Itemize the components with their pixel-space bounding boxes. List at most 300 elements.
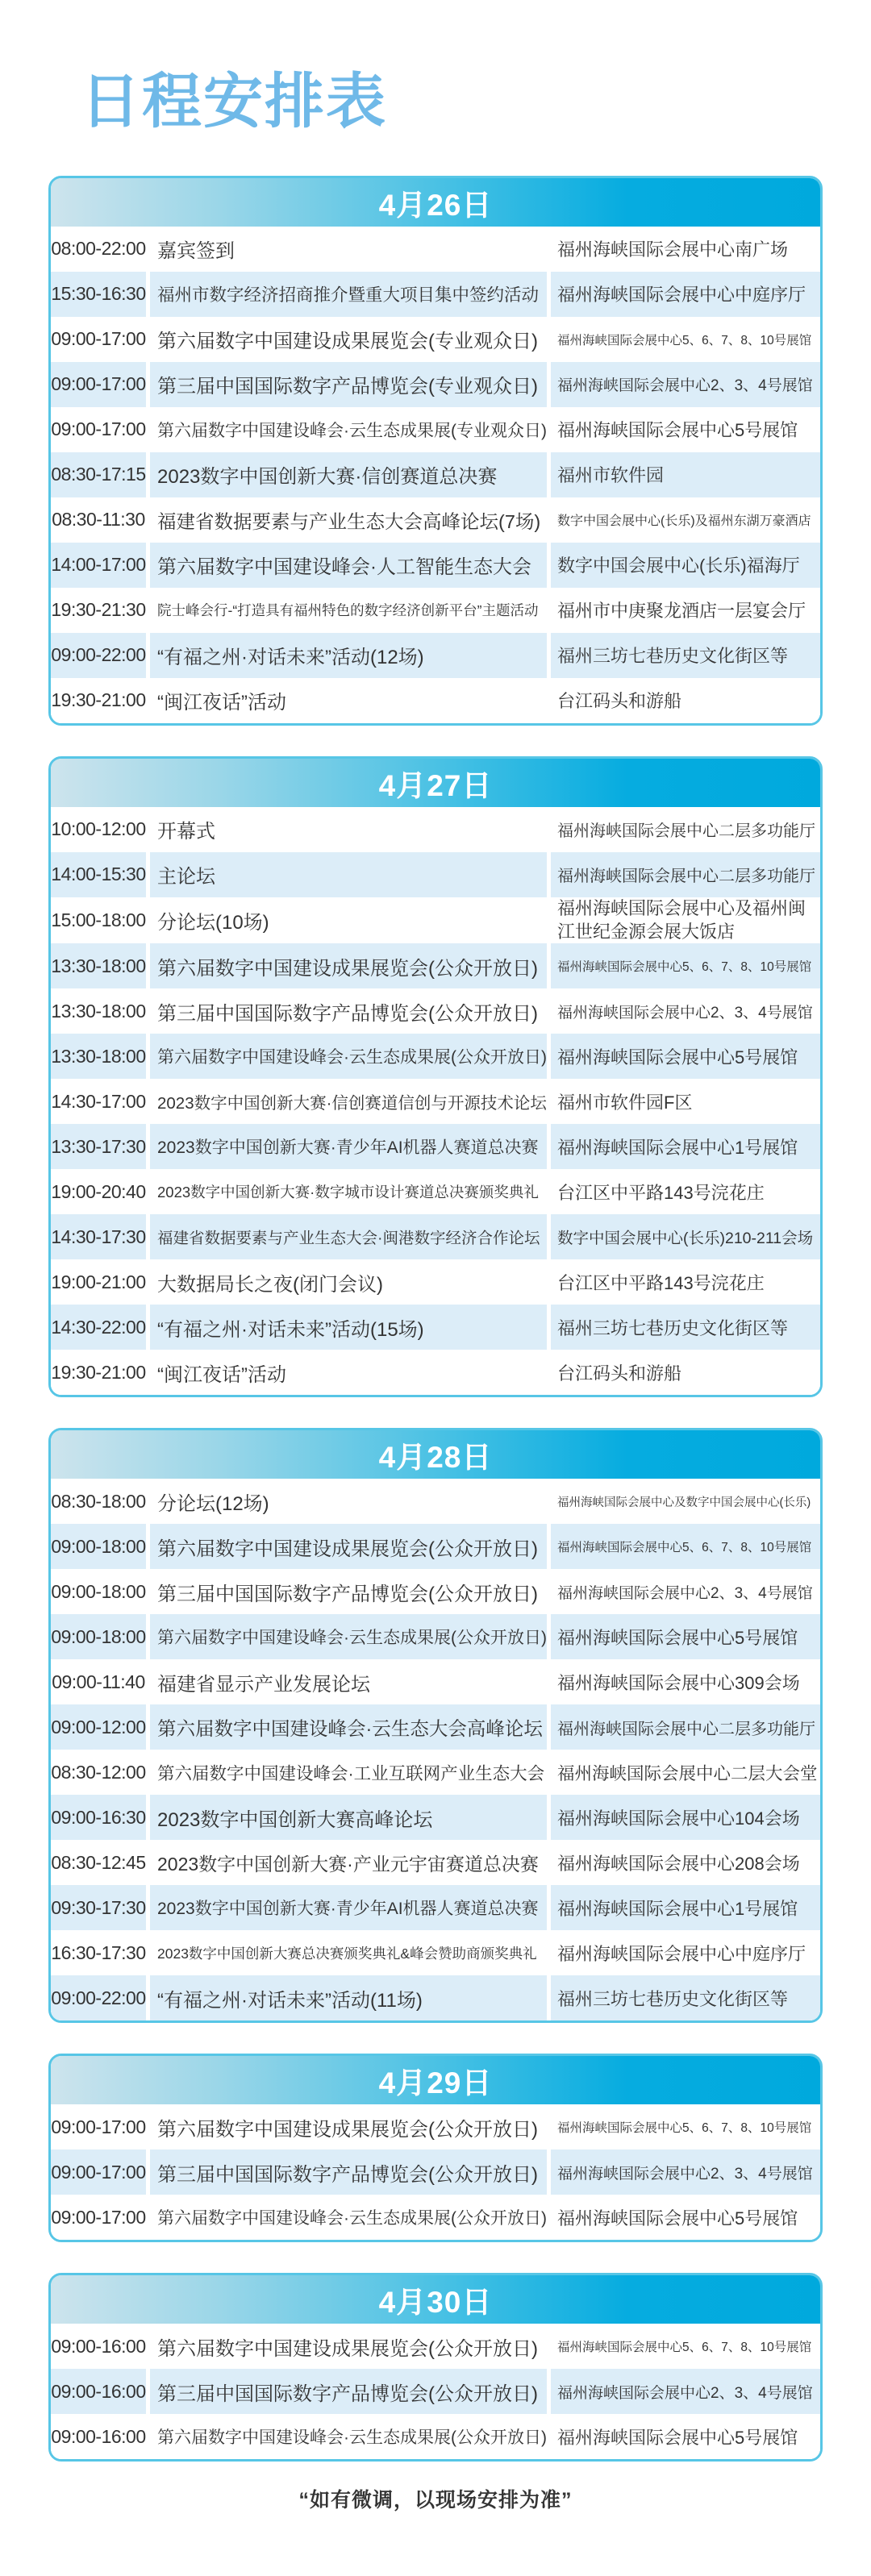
- event-cell: [150, 1305, 547, 1350]
- location-cell-text: 福州三坊七巷历史文化街区等: [557, 1317, 789, 1338]
- time-cell: [51, 317, 146, 362]
- location-cell: [551, 1975, 820, 2020]
- location-cell-text: 福州海峡国际会展中心2、3、4号展馆: [557, 377, 813, 395]
- event-cell-text: 大数据局长之夜(闭门会议): [157, 1273, 383, 1296]
- event-cell: [150, 943, 547, 988]
- time-cell: [51, 272, 146, 317]
- schedule-card: [48, 2054, 823, 2242]
- event-cell: [150, 1079, 547, 1124]
- time-cell: [51, 2149, 146, 2195]
- event-cell-text: 分论坛(10场): [157, 912, 269, 934]
- page-title: 日程安排表: [81, 68, 387, 135]
- time-cell: [51, 227, 146, 272]
- event-cell-text: 2023数字中国创新大赛·数字城市设计赛道总决赛颁奖典礼: [157, 1184, 539, 1201]
- event-cell-text: 第六届数字中国建设峰会·云生态成果展(公众开放日): [157, 2428, 547, 2448]
- location-cell-text: 台江区中平路143号浣花庄: [557, 1272, 765, 1293]
- location-cell: [551, 1704, 820, 1750]
- event-cell-text: 第六届数字中国建设峰会·云生态成果展(公众开放日): [157, 1048, 547, 1067]
- event-cell-text: 第三届中国国际数字产品博览会(公众开放日): [157, 2163, 538, 2186]
- time-cell-text: 08:30-18:00: [51, 1490, 146, 1512]
- event-cell: [150, 2149, 547, 2195]
- time-cell: [51, 1795, 146, 1840]
- location-cell-text: 福州海峡国际会展中心5号展馆: [557, 2208, 798, 2229]
- location-cell: [551, 988, 820, 1034]
- time-cell: [51, 1259, 146, 1305]
- time-cell-text: 08:30-17:15: [51, 464, 146, 485]
- location-cell: [551, 1079, 820, 1124]
- location-cell: [551, 1524, 820, 1569]
- event-cell: [150, 897, 547, 943]
- time-cell: [51, 1305, 146, 1350]
- time-cell: [51, 1034, 146, 1079]
- schedule-row: [51, 943, 820, 988]
- date-header: 4月27日: [51, 759, 820, 807]
- location-cell-text: 福州海峡国际会展中心5、6、7、8、10号展馆: [557, 960, 812, 975]
- event-cell: [150, 852, 547, 897]
- schedule-row: [51, 2369, 820, 2414]
- event-cell-text: 第三届中国国际数字产品博览会(公众开放日): [157, 2382, 538, 2405]
- rows: [51, 2104, 820, 2240]
- event-cell-text: “闽江夜话”活动: [157, 1363, 286, 1386]
- event-cell-text: 第六届数字中国建设峰会·云生态成果展(公众开放日): [157, 2209, 547, 2229]
- location-cell: [551, 407, 820, 452]
- time-cell-text: 19:00-21:00: [51, 1271, 146, 1292]
- schedule-row: [51, 1259, 820, 1305]
- event-cell: [150, 678, 547, 723]
- location-cell-text: 福州海峡国际会展中心5、6、7、8、10号展馆: [557, 2121, 812, 2136]
- schedule-row: [51, 633, 820, 678]
- time-cell-text: 13:30-17:30: [51, 1135, 146, 1157]
- time-cell: [51, 1885, 146, 1930]
- time-cell: [51, 852, 146, 897]
- time-cell-text: 09:00-17:00: [51, 328, 146, 350]
- time-cell: [51, 452, 146, 497]
- schedule-cards: [0, 176, 871, 2462]
- location-cell: [551, 633, 820, 678]
- time-cell: [51, 1704, 146, 1750]
- location-cell-text: 福州海峡国际会展中心1号展馆: [557, 1898, 798, 1919]
- location-cell-text: 福州三坊七巷历史文化街区等: [557, 646, 789, 667]
- time-cell-text: 19:30-21:00: [51, 1361, 146, 1383]
- event-cell: [150, 1659, 547, 1704]
- time-cell: [51, 2195, 146, 2240]
- location-cell: [551, 543, 820, 588]
- rows: [51, 1479, 820, 2020]
- time-cell-text: 09:00-12:00: [51, 1716, 146, 1737]
- time-cell-text: 14:00-15:30: [51, 864, 146, 885]
- event-cell: [150, 1350, 547, 1395]
- event-cell: [150, 362, 547, 407]
- time-cell: [51, 1840, 146, 1885]
- event-cell: [150, 452, 547, 497]
- location-cell-text: 福州海峡国际会展中心104会场: [557, 1808, 800, 1829]
- time-cell: [51, 1350, 146, 1395]
- location-cell-text: 福州海峡国际会展中心5、6、7、8、10号展馆: [557, 2341, 812, 2355]
- schedule-card: [48, 2273, 823, 2462]
- time-cell: [51, 1569, 146, 1614]
- event-cell-text: “有福之州·对话未来”活动(11场): [157, 1989, 423, 2012]
- event-cell: [150, 2324, 547, 2369]
- time-cell-text: 09:00-17:00: [51, 418, 146, 440]
- time-cell-text: 08:30-12:45: [51, 1851, 146, 1873]
- schedule-card: [48, 1428, 823, 2023]
- event-cell: [150, 1840, 547, 1885]
- schedule-row: [51, 588, 820, 633]
- location-cell: [551, 1569, 820, 1614]
- event-cell-text: 福建省数据要素与产业生态大会高峰论坛(7场): [157, 510, 541, 532]
- time-cell-text: 10:00-12:00: [51, 818, 146, 840]
- time-cell-text: 14:00-17:00: [51, 554, 146, 576]
- event-cell-text: “有福之州·对话未来”活动(15场): [157, 1318, 424, 1341]
- time-cell: [51, 588, 146, 633]
- schedule-row: [51, 497, 820, 543]
- event-cell: [150, 1614, 547, 1659]
- schedule-row: [51, 1479, 820, 1524]
- schedule-row: [51, 807, 820, 852]
- location-cell-text: 福州三坊七巷历史文化街区等: [557, 1988, 789, 2009]
- rows: [51, 2324, 820, 2459]
- time-cell-text: 09:00-18:00: [51, 1535, 146, 1557]
- location-cell: [551, 1259, 820, 1305]
- time-cell-text: 14:30-17:30: [51, 1226, 146, 1247]
- location-cell-text: 数字中国会展中心(长乐)福海厅: [557, 556, 800, 576]
- time-cell: [51, 2324, 146, 2369]
- schedule-row: [51, 1704, 820, 1750]
- event-cell-text: 2023数字中国创新大赛·信创赛道总决赛: [157, 466, 498, 489]
- location-cell: [551, 317, 820, 362]
- time-cell-text: 19:30-21:00: [51, 689, 146, 711]
- rows: [51, 227, 820, 723]
- location-cell-text: 福州海峡国际会展中心二层大会堂: [557, 1763, 818, 1783]
- event-cell-text: 第六届数字中国建设峰会·人工智能生态大会: [157, 556, 531, 579]
- event-cell: [150, 2414, 547, 2459]
- event-cell-text: 第六届数字中国建设成果展览会(公众开放日): [157, 2118, 538, 2141]
- location-cell: [551, 1614, 820, 1659]
- time-cell-text: 09:00-16:00: [51, 2425, 146, 2447]
- event-cell-text: 2023数字中国创新大赛·青少年AI机器人赛道总决赛: [157, 1900, 539, 1919]
- location-cell: [551, 807, 820, 852]
- time-cell-text: 09:00-17:00: [51, 2161, 146, 2183]
- schedule-row: [51, 2195, 820, 2240]
- location-cell: [551, 1350, 820, 1395]
- location-cell: [551, 497, 820, 543]
- event-cell: [150, 1975, 547, 2020]
- location-cell: [551, 362, 820, 407]
- time-cell-text: 09:00-16:00: [51, 2335, 146, 2357]
- time-cell-text: 09:00-17:00: [51, 373, 146, 395]
- location-cell-text: 福州海峡国际会展中心5、6、7、8、10号展馆: [557, 1541, 812, 1555]
- event-cell: [150, 1479, 547, 1524]
- event-cell: [150, 407, 547, 452]
- event-cell: [150, 633, 547, 678]
- location-cell: [551, 1885, 820, 1930]
- date-header: 4月29日: [51, 2056, 820, 2104]
- location-cell-text: 福州海峡国际会展中心2、3、4号展馆: [557, 2384, 813, 2402]
- schedule-row: [51, 2149, 820, 2195]
- time-cell-text: 13:30-18:00: [51, 1045, 146, 1067]
- location-cell: [551, 2324, 820, 2369]
- event-cell-text: “有福之州·对话未来”活动(12场): [157, 647, 424, 669]
- location-cell-text: 福州海峡国际会展中心及福州闽江世纪金源会展大饭店: [557, 897, 806, 942]
- time-cell-text: 14:30-17:00: [51, 1090, 146, 1112]
- time-cell: [51, 1659, 146, 1704]
- date-header: 4月28日: [51, 1430, 820, 1479]
- location-cell: [551, 227, 820, 272]
- event-cell: [150, 1034, 547, 1079]
- event-cell: [150, 272, 547, 317]
- schedule-row: [51, 452, 820, 497]
- schedule-row: [51, 852, 820, 897]
- time-cell: [51, 678, 146, 723]
- time-cell: [51, 988, 146, 1034]
- time-cell: [51, 497, 146, 543]
- schedule-row: [51, 1305, 820, 1350]
- schedule-row: [51, 1524, 820, 1569]
- event-cell-text: 福州市数字经济招商推介暨重大项目集中签约活动: [157, 285, 540, 306]
- time-cell: [51, 1524, 146, 1569]
- event-cell: [150, 227, 547, 272]
- schedule-row: [51, 1975, 820, 2020]
- time-cell: [51, 943, 146, 988]
- schedule-row: [51, 1930, 820, 1975]
- event-cell-text: 2023数字中国创新大赛高峰论坛: [157, 1808, 433, 1831]
- schedule-row: [51, 272, 820, 317]
- schedule-row: [51, 1124, 820, 1169]
- location-cell-text: 福州海峡国际会展中心2、3、4号展馆: [557, 1004, 813, 1022]
- time-cell-text: 09:00-18:00: [51, 1625, 146, 1647]
- schedule-card: [48, 756, 823, 1397]
- location-cell-text: 福州海峡国际会展中心二层多功能厅: [557, 822, 815, 841]
- event-cell: [150, 2369, 547, 2414]
- time-cell: [51, 1750, 146, 1795]
- event-cell: [150, 1524, 547, 1569]
- location-cell-text: 福州海峡国际会展中心5号展馆: [557, 1047, 798, 1067]
- location-cell: [551, 1750, 820, 1795]
- event-cell-text: 分论坛(12场): [157, 1492, 269, 1515]
- time-cell-text: 13:30-18:00: [51, 1000, 146, 1022]
- schedule-row: [51, 227, 820, 272]
- event-cell-text: 第六届数字中国建设成果展览会(公众开放日): [157, 957, 538, 980]
- schedule-card: [48, 176, 823, 726]
- event-cell: [150, 1750, 547, 1795]
- location-cell: [551, 678, 820, 723]
- location-cell: [551, 1659, 820, 1704]
- time-cell-text: 09:00-16:00: [51, 2380, 146, 2402]
- event-cell-text: 2023数字中国创新大赛总决赛颁奖典礼&峰会赞助商颁奖典礼: [157, 1945, 537, 1962]
- event-cell: [150, 988, 547, 1034]
- time-cell: [51, 807, 146, 852]
- location-cell: [551, 943, 820, 988]
- location-cell-text: 台江区中平路143号浣花庄: [557, 1182, 765, 1203]
- event-cell: [150, 2104, 547, 2149]
- location-cell: [551, 2149, 820, 2195]
- time-cell: [51, 2369, 146, 2414]
- location-cell: [551, 1930, 820, 1975]
- event-cell-text: 第六届数字中国建设成果展览会(专业观众日): [157, 331, 538, 353]
- schedule-row: [51, 317, 820, 362]
- location-cell: [551, 2414, 820, 2459]
- location-cell: [551, 1124, 820, 1169]
- location-cell: [551, 1305, 820, 1350]
- event-cell: [150, 807, 547, 852]
- time-cell-text: 09:00-22:00: [51, 644, 146, 666]
- schedule-row: [51, 407, 820, 452]
- time-cell: [51, 407, 146, 452]
- event-cell: [150, 1795, 547, 1840]
- event-cell-text: 嘉宾签到: [157, 240, 235, 263]
- time-cell-text: 13:30-18:00: [51, 955, 146, 976]
- location-cell-text: 福州市中庚聚龙酒店一层宴会厅: [557, 601, 806, 622]
- time-cell-text: 09:00-16:30: [51, 1806, 146, 1828]
- schedule-row: [51, 1659, 820, 1704]
- rows: [51, 807, 820, 1395]
- time-cell-text: 09:30-17:30: [51, 1896, 146, 1918]
- location-cell-text: 福州海峡国际会展中心2、3、4号展馆: [557, 1584, 813, 1602]
- event-cell-text: 2023数字中国创新大赛·产业元宇宙赛道总决赛: [157, 1853, 539, 1875]
- location-cell: [551, 1169, 820, 1214]
- time-cell-text: 08:00-22:00: [51, 238, 146, 260]
- schedule-row: [51, 1750, 820, 1795]
- location-cell: [551, 1034, 820, 1079]
- time-cell: [51, 633, 146, 678]
- time-cell: [51, 1614, 146, 1659]
- event-cell: [150, 1169, 547, 1214]
- event-cell-text: 福建省数据要素与产业生态大会·闽港数字经济合作论坛: [157, 1230, 540, 1248]
- event-cell: [150, 1124, 547, 1169]
- event-cell-text: 第六届数字中国建设峰会·云生态大会高峰论坛: [157, 1718, 543, 1740]
- schedule-row: [51, 2414, 820, 2459]
- time-cell-text: 09:00-17:00: [51, 2206, 146, 2228]
- event-cell-text: 2023数字中国创新大赛·信创赛道信创与开源技术论坛: [157, 1094, 547, 1113]
- location-cell: [551, 1840, 820, 1885]
- event-cell: [150, 1930, 547, 1975]
- schedule-row: [51, 897, 820, 943]
- time-cell: [51, 1124, 146, 1169]
- time-cell: [51, 2414, 146, 2459]
- event-cell-text: 第六届数字中国建设成果展览会(公众开放日): [157, 1538, 538, 1560]
- location-cell: [551, 1214, 820, 1259]
- event-cell-text: 第六届数字中国建设峰会·云生态成果展(专业观众日): [157, 421, 547, 440]
- schedule-row: [51, 1614, 820, 1659]
- event-cell-text: 第三届中国国际数字产品博览会(公众开放日): [157, 1583, 538, 1605]
- time-cell-text: 09:00-17:00: [51, 2116, 146, 2137]
- time-cell-text: 15:00-18:00: [51, 909, 146, 930]
- event-cell: [150, 1214, 547, 1259]
- event-cell-text: 开幕式: [157, 821, 215, 843]
- location-cell: [551, 452, 820, 497]
- event-cell-text: “闽江夜话”活动: [157, 692, 286, 714]
- schedule-row: [51, 1079, 820, 1124]
- location-cell: [551, 2369, 820, 2414]
- location-cell: [551, 2104, 820, 2149]
- time-cell: [51, 1975, 146, 2020]
- event-cell-text: 主论坛: [157, 866, 215, 888]
- location-cell-text: 福州海峡国际会展中心1号展馆: [557, 1137, 798, 1158]
- location-cell: [551, 2195, 820, 2240]
- schedule-row: [51, 543, 820, 588]
- event-cell-text: 第三届中国国际数字产品博览会(公众开放日): [157, 1002, 538, 1025]
- location-cell-text: 台江码头和游船: [557, 1363, 682, 1384]
- time-cell: [51, 2104, 146, 2149]
- schedule-row: [51, 362, 820, 407]
- schedule-row: [51, 2324, 820, 2369]
- location-cell-text: 福州市软件园F区: [557, 1092, 693, 1113]
- location-cell-text: 台江码头和游船: [557, 691, 682, 712]
- schedule-row: [51, 2104, 820, 2149]
- time-cell-text: 08:30-11:30: [52, 509, 145, 531]
- event-cell: [150, 1259, 547, 1305]
- location-cell-text: 福州海峡国际会展中心208会场: [557, 1853, 800, 1874]
- time-cell-text: 16:30-17:30: [51, 1941, 146, 1963]
- time-cell: [51, 1930, 146, 1975]
- location-cell-text: 福州海峡国际会展中心中庭序厅: [557, 1943, 806, 1964]
- time-cell: [51, 1079, 146, 1124]
- time-cell: [51, 1169, 146, 1214]
- location-cell: [551, 1479, 820, 1524]
- event-cell-text: 2023数字中国创新大赛·青少年AI机器人赛道总决赛: [157, 1138, 539, 1158]
- time-cell: [51, 1479, 146, 1524]
- event-cell-text: 第六届数字中国建设峰会·云生态成果展(公众开放日): [157, 1629, 547, 1648]
- location-cell: [551, 272, 820, 317]
- time-cell-text: 14:30-22:00: [51, 1316, 146, 1338]
- location-cell-text: 数字中国会展中心(长乐)及福州东湖万豪酒店: [557, 514, 811, 529]
- location-cell-text: 福州海峡国际会展中心2、3、4号展馆: [557, 2165, 813, 2183]
- date-header: 4月26日: [51, 178, 820, 227]
- event-cell-text: 第三届中国国际数字产品博览会(专业观众日): [157, 376, 538, 398]
- location-cell-text: 福州海峡国际会展中心及数字中国会展中心(长乐): [557, 1496, 811, 1509]
- event-cell: [150, 1704, 547, 1750]
- schedule-row: [51, 1569, 820, 1614]
- event-cell: [150, 497, 547, 543]
- location-cell: [551, 588, 820, 633]
- location-cell-text: 福州海峡国际会展中心二层多功能厅: [557, 868, 815, 886]
- location-cell-text: 福州海峡国际会展中心5号展馆: [557, 2427, 798, 2448]
- location-cell-text: 数字中国会展中心(长乐)210-211会场: [557, 1230, 814, 1248]
- time-cell-text: 09:00-11:40: [52, 1671, 145, 1692]
- footer-note: “如有微调，以现场安排为准”: [298, 2489, 573, 2512]
- schedule-row: [51, 1034, 820, 1079]
- event-cell-text: 第六届数字中国建设峰会·工业互联网产业生态大会: [157, 1763, 545, 1783]
- location-cell-text: 福州海峡国际会展中心5、6、7、8、10号展馆: [557, 333, 812, 347]
- location-cell-text: 福州海峡国际会展中心309会场: [557, 1672, 800, 1693]
- event-cell: [150, 317, 547, 362]
- schedule-row: [51, 678, 820, 723]
- location-cell-text: 福州海峡国际会展中心5号展馆: [557, 420, 798, 441]
- time-cell: [51, 1214, 146, 1259]
- location-cell: [551, 852, 820, 897]
- time-cell-text: 09:00-18:00: [51, 1580, 146, 1602]
- event-cell-text: 福建省显示产业发展论坛: [157, 1673, 370, 1696]
- event-cell-text: 院士峰会行-“打造具有福州特色的数字经济创新平台”主题活动: [157, 602, 539, 619]
- event-cell-text: 第六届数字中国建设成果展览会(公众开放日): [157, 2337, 538, 2360]
- schedule-row: [51, 1350, 820, 1395]
- schedule-row: [51, 1840, 820, 1885]
- time-cell-text: 19:00-20:40: [51, 1180, 146, 1202]
- event-cell: [150, 543, 547, 588]
- location-cell: [551, 1795, 820, 1840]
- event-cell: [150, 588, 547, 633]
- location-cell: [551, 897, 820, 943]
- date-header: 4月30日: [51, 2275, 820, 2324]
- location-cell-text: 福州海峡国际会展中心南广场: [557, 239, 789, 260]
- schedule-row: [51, 1169, 820, 1214]
- schedule-row: [51, 1885, 820, 1930]
- location-cell-text: 福州海峡国际会展中心二层多功能厅: [557, 1720, 815, 1738]
- event-cell: [150, 2195, 547, 2240]
- location-cell-text: 福州海峡国际会展中心中庭序厅: [557, 285, 806, 306]
- schedule-row: [51, 1795, 820, 1840]
- time-cell: [51, 543, 146, 588]
